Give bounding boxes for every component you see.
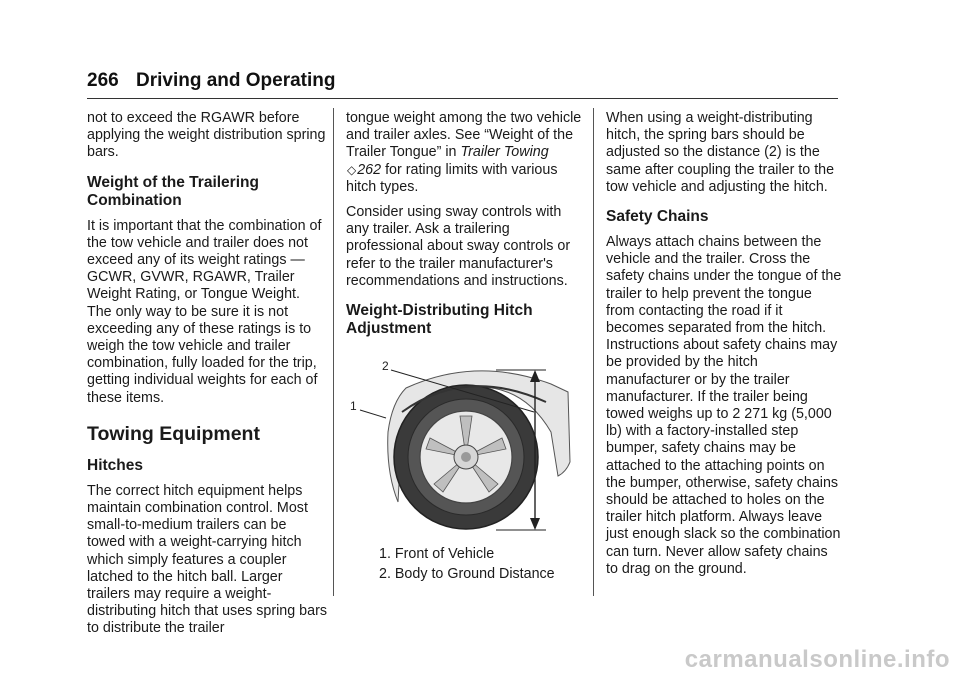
column-2 (346, 110, 582, 586)
figure-captions (346, 546, 582, 583)
page-number: 266 (87, 70, 119, 91)
measure-arrow-top (530, 370, 540, 382)
hub-cap (461, 452, 471, 462)
column-divider-2 (593, 108, 594, 596)
column-3 (606, 110, 842, 586)
heading-weight-of-combination: Weight of the Trailering Combination (87, 173, 259, 209)
callout-label-2: 2 (382, 359, 389, 374)
paragraph-spring-bars: When using a weight-distributing hitch, the spring bars should be adjusted so the distance (2) is the same after coupling the trailer to the tow vehicle and adjusting the hitch. (606, 110, 835, 195)
heading-hitches: Hitches (87, 456, 143, 474)
watermark: carmanualsonline.info (684, 646, 950, 673)
header-rule (87, 98, 838, 99)
page-header (87, 70, 336, 92)
measure-arrow-bottom (530, 518, 540, 530)
heading-weight-distributing-hitch: Weight-Distributing Hitch Adjustment (346, 302, 533, 338)
heading-safety-chains: Safety Chains (606, 208, 709, 226)
chapter-title: Driving and Operating (135, 70, 336, 91)
callout-label-1: 1 (350, 399, 357, 414)
wheel-illustration (346, 352, 582, 532)
paragraph-tongue-weight: tongue weight among the two vehicle and trailer axles. See “Weight of the Trailer Tongue” in Trailer Towing ◇262 for rating limits with various hitch types. (346, 110, 582, 195)
xref-diamond-icon: ◇ (347, 162, 357, 177)
column-1 (87, 110, 327, 646)
paragraph-rgawr: not to exceed the RGAWR before applying the weight distribution spring bars. (87, 110, 326, 161)
paragraph-hitches: The correct hitch equipment helps maintain combination control. Most small-to-medium trailers can be towed with a weight-carrying hitch which simply features a coupler latched to the hitch ball. Larger trailers may require a weight-distributing hitch that uses spring bars to distribute the trailer (87, 482, 327, 637)
paragraph-sway-controls: Consider using sway controls with any trailer. Ask a trailering professional about sway controls or refer to the trailer manufacturer's recommendations and instructions. (346, 204, 571, 289)
paragraph-weight: It is important that the combination of the tow vehicle and trailer does not exceed any of its weight ratings — GCWR, GVWR, RGAWR, Trailer Weight Rating, or Tongue Weight. The only way to be sure it is not exceeding any of these ratings is to weigh the tow vehicle and trailer combination, fully loaded for the trip, getting individual weights for each of these items. (87, 217, 322, 406)
heading-towing-equipment: Towing Equipment (87, 422, 260, 445)
callout-leader-1 (360, 410, 386, 418)
caption-front-of-vehicle: 1. Front of Vehicle (379, 546, 495, 563)
xref-page-number[interactable]: 262 (357, 161, 382, 178)
xref-link-trailer-towing[interactable]: Trailer Towing (460, 144, 549, 161)
paragraph-safety-chains: Always attach chains between the vehicle and the trailer. Cross the safety chains under the tongue of the trailer to help prevent the tongue from contacting the road if it becomes separated from the hitch. Instructions about safety chains may be provided by the hitch manufacturer or by the trailer manufacturer. If the trailer being towed weighs up to 2 271 kg (5,000 lb) with a factory-installed step bumper, safety chains may be attached to the attaching points on the bumper, otherwise, safety chains should be attached to holes on the trailer hitch platform. Always leave just enough slack so the combination can turn. Never allow safety chains to drag on the ground. (606, 234, 842, 577)
caption-body-to-ground: 2. Body to Ground Distance (379, 566, 555, 583)
column-divider-1 (333, 108, 334, 596)
wheel-figure (346, 352, 582, 532)
